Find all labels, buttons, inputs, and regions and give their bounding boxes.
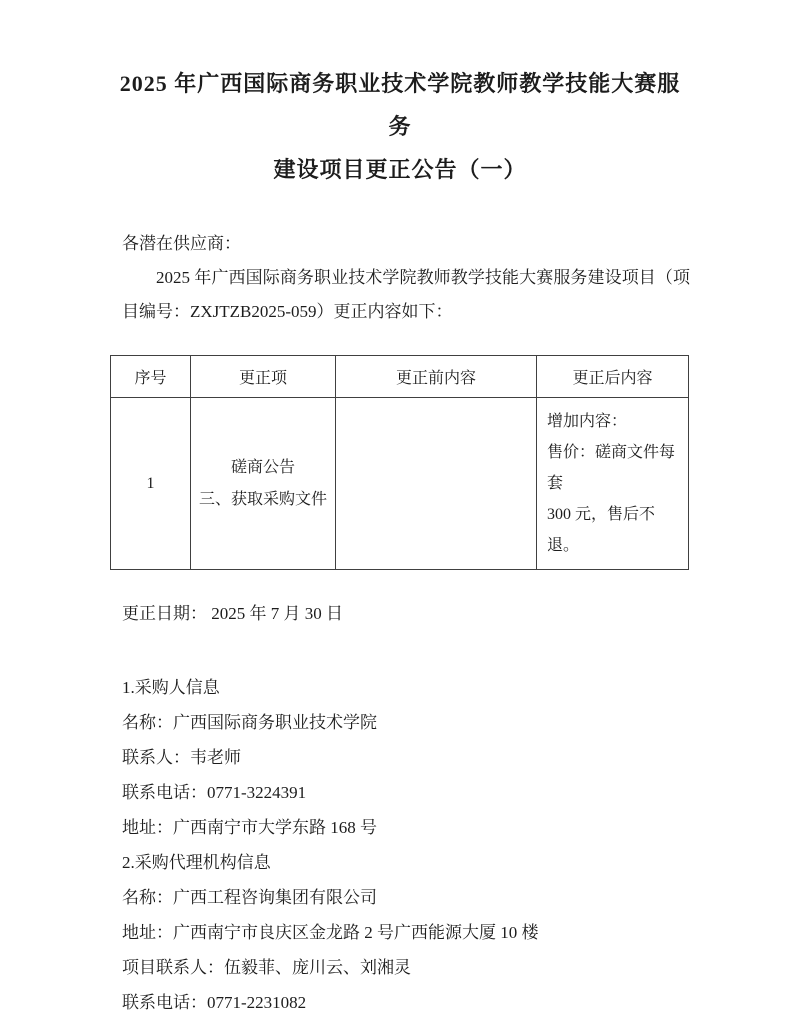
correction-item-line2: 三、获取采购文件 xyxy=(198,490,327,508)
correction-date: 更正日期： 2025 年 7 月 30 日 xyxy=(122,604,343,623)
content-after-line2: 售价：磋商文件每套 xyxy=(547,444,676,492)
cell-content-after xyxy=(537,398,689,570)
agency-info-section xyxy=(110,845,690,1020)
correction-table xyxy=(110,355,689,570)
agency-phone: 联系电话：0771-2231082 xyxy=(122,993,307,1012)
agency-address: 地址：广西南宁市良庆区金龙路 2 号广西能源大厦 10 楼 xyxy=(122,923,539,942)
cell-content-before xyxy=(336,398,537,570)
purchaser-phone: 联系电话：0771-3224391 xyxy=(122,783,307,802)
correction-item-line1: 磋商公告 xyxy=(230,458,295,476)
cell-serial-no: 1 xyxy=(111,398,191,570)
cell-correction-item xyxy=(191,398,336,570)
intro-paragraph: 2025 年广西国际商务职业技术学院教师教学技能大赛服务建设项目（项目编号：ZXJTZB2025-059）更正内容如下： xyxy=(122,268,690,321)
content-after-line1: 增加内容： xyxy=(547,413,628,430)
content-after-line3: 300 元，售后不退。 xyxy=(547,506,656,554)
purchaser-name: 名称：广西国际商务职业技术学院 xyxy=(122,713,377,732)
agency-name: 名称：广西工程咨询集团有限公司 xyxy=(122,888,377,907)
document-title xyxy=(110,62,690,191)
agency-section-heading: 2.采购代理机构信息 xyxy=(122,853,271,872)
column-header-serial-no: 序号 xyxy=(111,356,191,398)
correction-table-row xyxy=(111,398,689,570)
document-title-line2: 建设项目更正公告（一） xyxy=(273,157,527,182)
purchaser-address: 地址：广西南宁市大学东路 168 号 xyxy=(122,818,377,837)
column-header-correction-item: 更正项 xyxy=(191,356,336,398)
column-header-content-after: 更正后内容 xyxy=(537,356,689,398)
purchaser-section-heading: 1.采购人信息 xyxy=(122,678,220,697)
column-header-content-before: 更正前内容 xyxy=(336,356,537,398)
document-title-line1: 2025 年广西国际商务职业技术学院教师教学技能大赛服务 xyxy=(119,71,681,139)
correction-table-header-row xyxy=(111,356,689,398)
agency-contact-persons: 项目联系人：伍毅菲、庞川云、刘湘灵 xyxy=(122,958,411,977)
purchaser-info-section xyxy=(110,670,690,845)
salutation: 各潜在供应商： xyxy=(122,234,241,253)
purchaser-contact-person: 联系人：韦老师 xyxy=(122,748,241,767)
